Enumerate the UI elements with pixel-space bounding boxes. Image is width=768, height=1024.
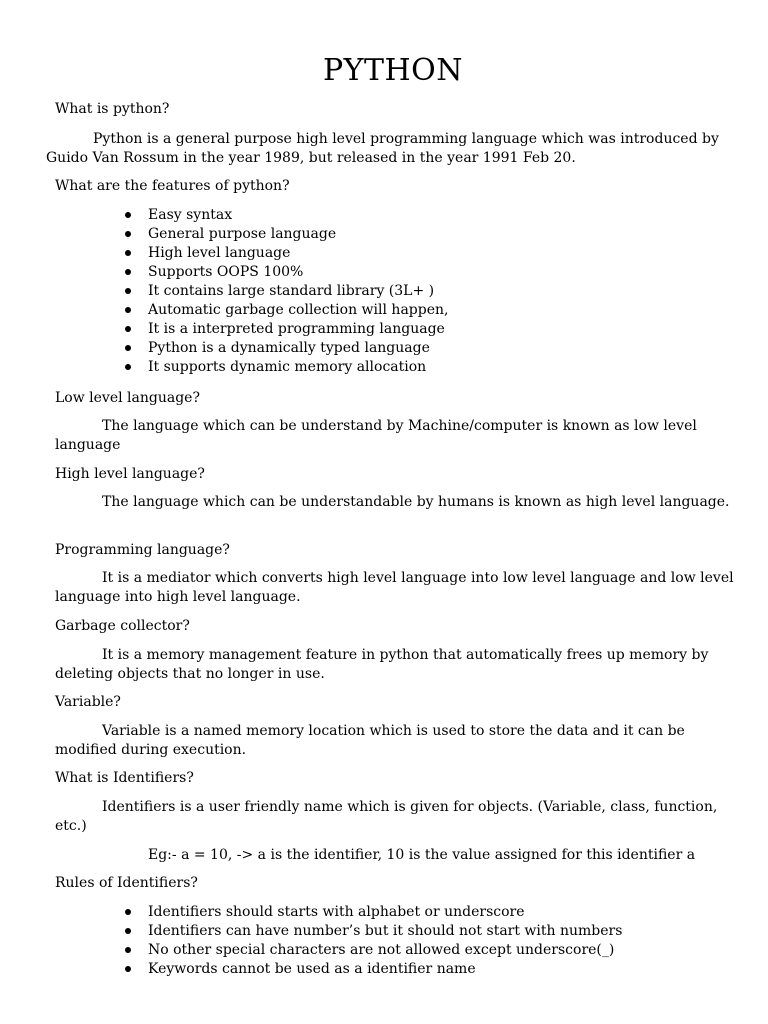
- list-item: It contains large standard library (3L+ ): [0, 282, 448, 301]
- list-item: High level language: [0, 244, 448, 263]
- bullet-icon: [125, 326, 131, 332]
- answer-identifiers: Identifiers is a user friendly name which is given for objects. (Variable, class, function, etc.): [55, 799, 718, 834]
- bullet-icon: [125, 231, 131, 237]
- bullet-icon: [125, 345, 131, 351]
- question-what-is-python: What is python?: [55, 101, 170, 117]
- list-item: It is a interpreted programming language: [0, 320, 448, 339]
- answer-high-level: The language which can be understandable by humans is known as high level language.: [102, 494, 730, 510]
- list-item: Python is a dynamically typed language: [0, 339, 448, 358]
- list-item: General purpose language: [0, 225, 448, 244]
- features-list: [0, 206, 448, 377]
- question-low-level: Low level language?: [55, 390, 200, 406]
- bullet-icon: [125, 250, 131, 256]
- question-high-level: High level language?: [55, 466, 205, 482]
- question-features: What are the features of python?: [55, 178, 290, 194]
- identifier-example: Eg:- a = 10, -> a is the identifier, 10 is the value assigned for this identifier a: [148, 847, 696, 863]
- bullet-icon: [125, 212, 131, 218]
- list-item: Easy syntax: [0, 206, 448, 225]
- question-rules-of-identifiers: Rules of Identifiers?: [55, 875, 198, 891]
- bullet-icon: [125, 269, 131, 275]
- bullet-icon: [125, 364, 131, 370]
- answer-garbage-collector: It is a memory management feature in python that automatically frees up memory by deleting objects that no longer in use.: [55, 647, 709, 682]
- list-item: Automatic garbage collection will happen,: [0, 301, 448, 320]
- list-item: Supports OOPS 100%: [0, 263, 448, 282]
- list-item: No other special characters are not allowed except underscore(_): [0, 941, 622, 960]
- answer-low-level: The language which can be understand by Machine/computer is known as low level language: [55, 418, 697, 453]
- question-programming-language: Programming language?: [55, 542, 230, 558]
- bullet-icon: [125, 307, 131, 313]
- list-item: Keywords cannot be used as a identifier name: [0, 960, 622, 979]
- list-item: Identifiers should starts with alphabet or underscore: [0, 903, 622, 922]
- question-garbage-collector: Garbage collector?: [55, 618, 190, 634]
- question-variable: Variable?: [55, 694, 121, 710]
- bullet-icon: [125, 947, 131, 953]
- answer-programming-language: It is a mediator which converts high level language into low level language and low level language into high level language.: [55, 570, 734, 605]
- list-item: Identifiers can have number’s but it should not start with numbers: [0, 922, 622, 941]
- rules-list: [0, 903, 622, 979]
- page-title: PYTHON: [322, 53, 463, 88]
- list-item: It supports dynamic memory allocation: [0, 358, 448, 377]
- bullet-icon: [125, 966, 131, 972]
- answer-what-is-python: Python is a general purpose high level programming language which was introduced by Guido Van Rossum in the year 1989, but released in the year 1991 Feb 20.: [46, 131, 719, 166]
- answer-variable: Variable is a named memory location which is used to store the data and it can be modified during execution.: [55, 723, 685, 758]
- bullet-icon: [125, 288, 131, 294]
- question-identifiers: What is Identifiers?: [55, 770, 194, 786]
- bullet-icon: [125, 909, 131, 915]
- bullet-icon: [125, 928, 131, 934]
